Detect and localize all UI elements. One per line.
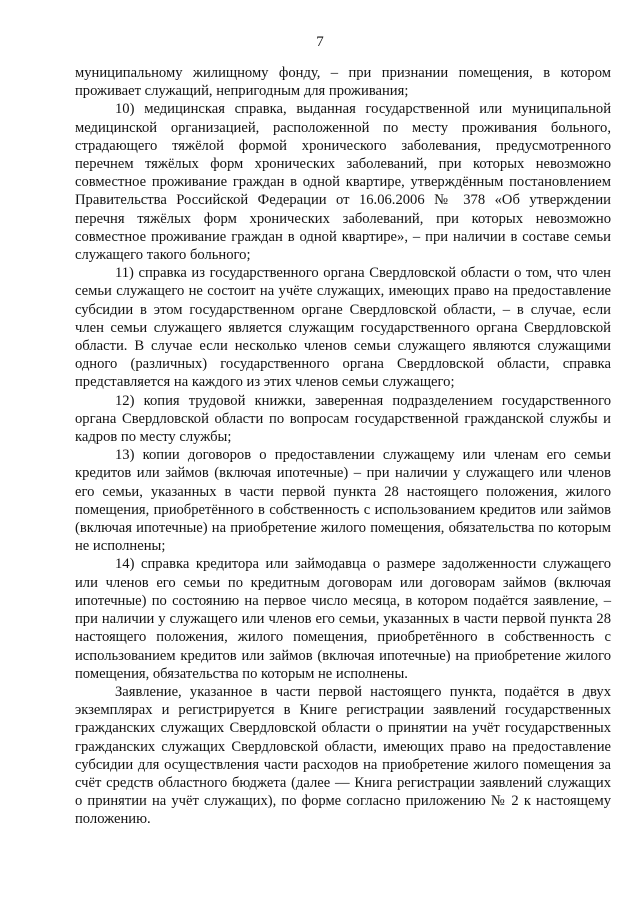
paragraph-item-14: 14) справка кредитора или займодавца о размере задолженности служащего или членов его семьи по кредитным договорам или договорам займов (включая ипотечные) по состоянию на первое число месяца, в котором подаётся заявление, – при наличии у служащего или членов его семьи, указанных в части первой пункта 28 настоящего положения, жилого помещения, приобретённого в собственность с использованием кредитов или займов (включая ипотечные) на приобретение жилого помещения, обязательства по которым не исполнены. [75, 556, 611, 682]
paragraph-item-11: 11) справка из государственного органа Свердловской области о том, что член семьи служащего не состоит на учёте служащих, имеющих право на предоставление субсидии в этом государственном органе Свердловской области, – в случае, если член семьи служащего является служащим государственного органа Свердловской области. В случае если несколько членов семьи служащего являются служащими одного (различных) государственного органа Свердловской области, справка представляется на каждого из этих членов семьи служащего; [75, 265, 611, 391]
paragraph-item-13: 13) копии договоров о предоставлении служащему или членам его семьи кредитов или займов (включая ипотечные) – при наличии у служащего или членов его семьи, указанных в части первой пункта 28 настоящего положения, жилого помещения, приобретённого в собственность с использованием кредитов или займов (включая ипотечные) на приобретение жилого помещения, обязательства по которым не исполнены; [75, 447, 611, 555]
paragraph-item-12: 12) копия трудовой книжки, заверенная подразделением государственного органа Свердловской области по вопросам государственной гражданской службы и кадров по месту службы; [75, 392, 611, 446]
paragraph-registration: Заявление, указанное в части первой настоящего пункта, подаётся в двух экземплярах и регистрируется в Книге регистрации заявлений государственных гражданских служащих Свердловской области о принятии на учёт государственных гражданских служащих Свердловской области, имеющих право на предоставление субсидии для осуществления части расходов на приобретение жилого помещения за счёт средств областного бюджета (далее — Книга регистрации заявлений служащих о принятии на учёт служащих), по форме согласно приложению № 2 к настоящему положению. [75, 683, 611, 828]
paragraph-continuation: муниципальному жилищному фонду, – при признании помещения, в котором проживает служащий, непригодным для проживания; [75, 65, 611, 100]
document-body [75, 64, 611, 829]
paragraph-item-10: 10) медицинская справка, выданная государственной или муниципальной медицинской организацией, расположенной по месту проживания больного, страдающего тяжёлой формой хронического заболевания, предусмотренного перечнем тяжёлых форм хронических заболеваний, при которых невозможно совместное проживание граждан в одной квартире, утверждённым постановлением Правительства Российской Федерации от 16.06.2006 № 378 «Об утверждении перечня тяжёлых форм хронических заболеваний, при которых невозможно совместное проживание граждан в одной квартире», – при наличии в составе семьи служащего такого больного; [75, 101, 611, 264]
page-number: 7 [316, 34, 324, 50]
